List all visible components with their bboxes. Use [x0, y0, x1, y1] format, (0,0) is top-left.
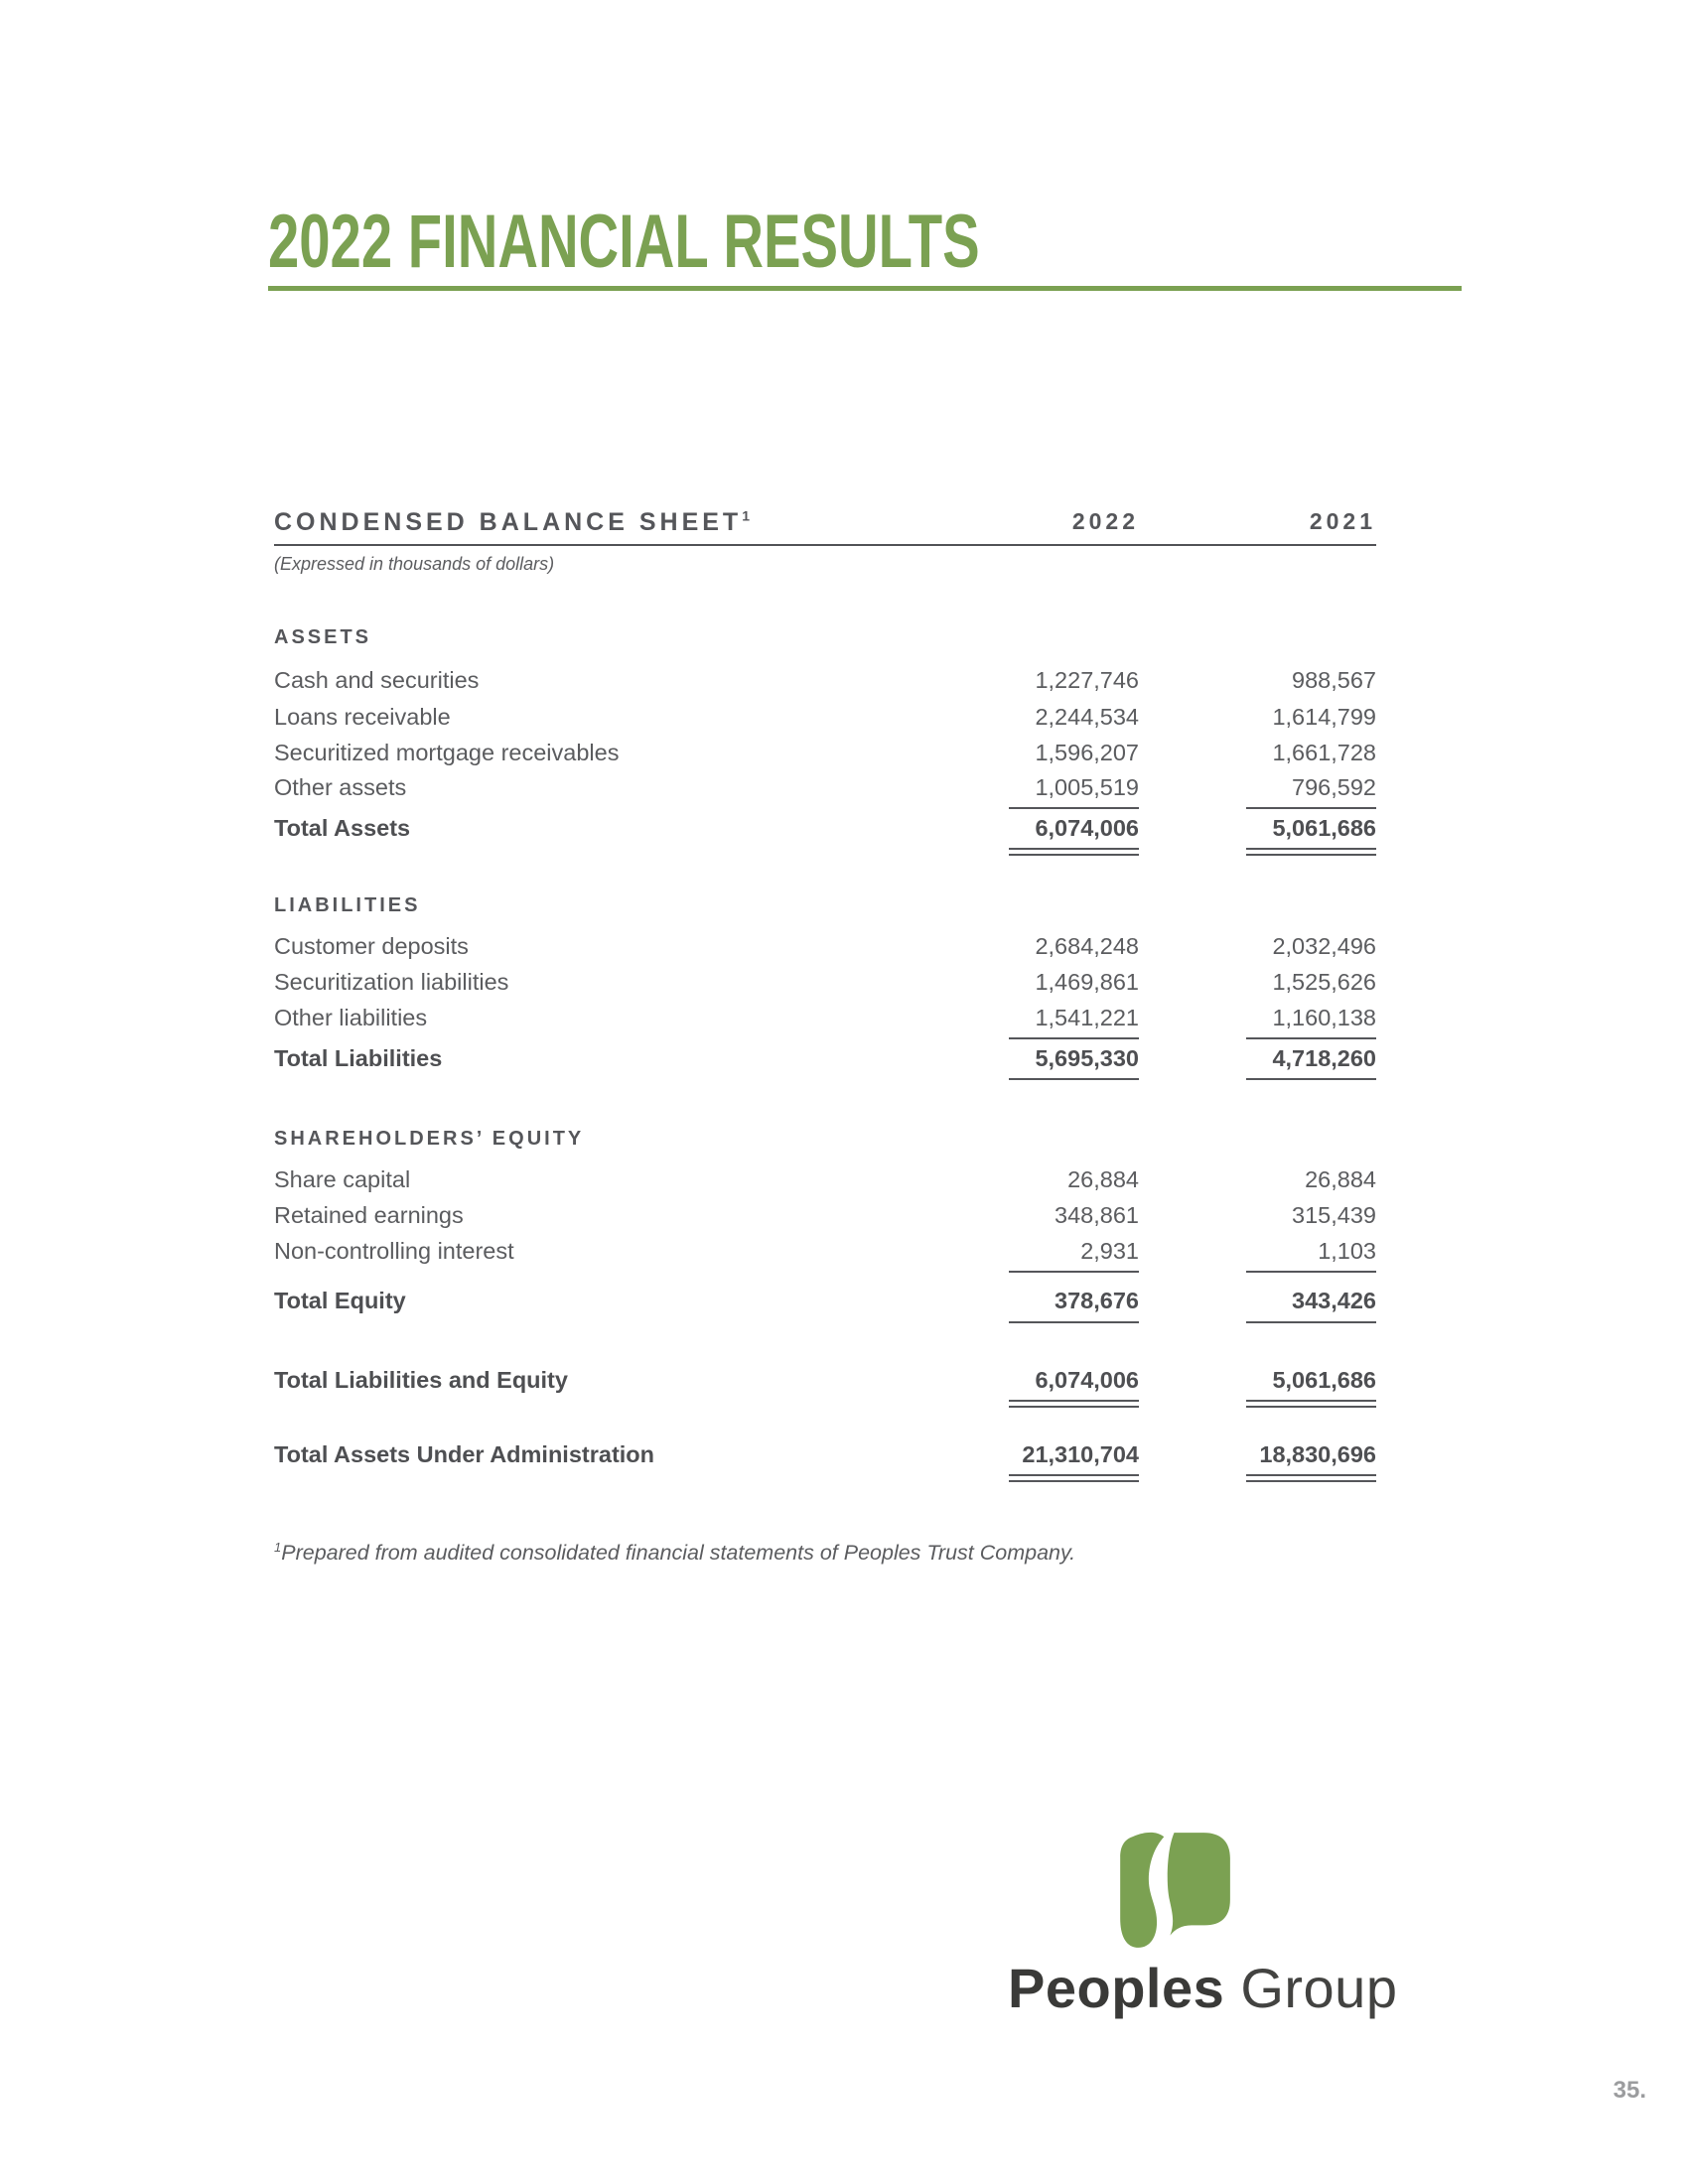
- double-rule: [1246, 848, 1376, 856]
- title-divider: [268, 286, 1462, 291]
- row-label: Loans receivable: [274, 704, 451, 730]
- row-label: Non-controlling interest: [274, 1238, 514, 1264]
- value-2021: 2,032,496: [1272, 933, 1376, 959]
- double-rule: [1246, 1474, 1376, 1482]
- row-label: Securitized mortgage receivables: [274, 740, 620, 765]
- grand-total-value-2022: 6,074,006: [1035, 1367, 1139, 1393]
- row-label: Other assets: [274, 774, 407, 800]
- total-label: Total Liabilities: [274, 1045, 443, 1071]
- double-rule: [1009, 1400, 1139, 1408]
- column-rule: [1246, 1271, 1376, 1273]
- logo-text-group: Group: [1240, 1957, 1398, 2019]
- value-2021: 796,592: [1292, 774, 1376, 800]
- table-row: [274, 774, 1376, 802]
- column-rule: [1246, 1078, 1376, 1080]
- row-label: Securitization liabilities: [274, 969, 509, 995]
- grand-total-row: [274, 1441, 1376, 1469]
- table-title-superscript: 1: [742, 508, 750, 524]
- value-2022: 1,227,746: [1035, 667, 1139, 693]
- value-2021: 1,160,138: [1272, 1005, 1376, 1030]
- total-value-2021: 5,061,686: [1272, 815, 1376, 841]
- column-header-2021: 2021: [1309, 508, 1376, 534]
- row-label: Retained earnings: [274, 1202, 464, 1228]
- row-label: Cash and securities: [274, 667, 480, 693]
- grand-total-value-2022: 21,310,704: [1022, 1441, 1139, 1467]
- row-label: Other liabilities: [274, 1005, 428, 1030]
- table-header-row: [274, 508, 1376, 540]
- table-row: [274, 704, 1376, 732]
- table-row: [274, 933, 1376, 961]
- logo-text-peoples: Peoples: [1008, 1957, 1225, 2019]
- total-value-2022: 5,695,330: [1035, 1045, 1139, 1071]
- value-2022: 2,684,248: [1035, 933, 1139, 959]
- grand-total-value-2021: 18,830,696: [1259, 1441, 1376, 1467]
- total-row: [274, 1045, 1376, 1073]
- value-2022: 26,884: [1067, 1166, 1139, 1192]
- value-2022: 1,596,207: [1035, 740, 1139, 765]
- value-2021: 1,614,799: [1272, 704, 1376, 730]
- value-2021: 315,439: [1292, 1202, 1376, 1228]
- column-header-2022: 2022: [1071, 508, 1139, 534]
- footnote: [274, 1540, 1075, 1566]
- column-rule: [1009, 1078, 1139, 1080]
- column-rule: [1009, 1321, 1139, 1323]
- total-value-2021: 343,426: [1292, 1288, 1376, 1313]
- section-header-equity: SHAREHOLDERS’ EQUITY: [274, 1128, 585, 1150]
- row-label: Customer deposits: [274, 933, 469, 959]
- page-title: [268, 199, 980, 285]
- table-row: [274, 740, 1376, 767]
- total-value-2022: 378,676: [1055, 1288, 1139, 1313]
- units-note: (Expressed in thousands of dollars): [274, 554, 555, 574]
- grand-total-value-2021: 5,061,686: [1272, 1367, 1376, 1393]
- column-rule: [1009, 1271, 1139, 1273]
- total-row: [274, 1288, 1376, 1315]
- section-header-assets: ASSETS: [274, 626, 372, 648]
- table-title-text: CONDENSED BALANCE SHEET: [274, 508, 743, 537]
- total-label: Total Assets: [274, 815, 411, 841]
- double-rule: [1009, 848, 1139, 856]
- value-2021: 1,661,728: [1272, 740, 1376, 765]
- value-2022: 2,931: [1080, 1238, 1139, 1264]
- column-rule: [1246, 1037, 1376, 1039]
- table-title: [274, 508, 750, 536]
- table-row: [274, 1202, 1376, 1230]
- double-rule: [1246, 1400, 1376, 1408]
- logo-wordmark: [1008, 1956, 1398, 2020]
- total-value-2021: 4,718,260: [1272, 1045, 1376, 1071]
- balance-sheet-table: [274, 501, 1376, 1643]
- total-row: [274, 815, 1376, 843]
- total-label: Total Equity: [274, 1288, 406, 1313]
- value-2022: 1,469,861: [1035, 969, 1139, 995]
- value-2021: 1,103: [1318, 1238, 1376, 1264]
- page-number: 35.: [1613, 2077, 1646, 2104]
- column-rule: [1246, 807, 1376, 809]
- grand-total-label: Total Liabilities and Equity: [274, 1367, 568, 1393]
- value-2022: 2,244,534: [1035, 704, 1139, 730]
- grand-total-row: [274, 1367, 1376, 1395]
- table-row: [274, 1166, 1376, 1194]
- grand-total-label: Total Assets Under Administration: [274, 1441, 655, 1467]
- page-title-text: 2022 FINANCIAL RESULTS: [268, 200, 980, 284]
- footnote-superscript: 1: [274, 1540, 282, 1555]
- value-2021: 988,567: [1292, 667, 1376, 693]
- column-rule: [1009, 1037, 1139, 1039]
- value-2021: 1,525,626: [1272, 969, 1376, 995]
- table-row: [274, 667, 1376, 695]
- section-header-liabilities: LIABILITIES: [274, 894, 421, 916]
- peoples-group-logo-icon: [1118, 1829, 1230, 1951]
- row-label: Share capital: [274, 1166, 411, 1192]
- value-2022: 1,005,519: [1035, 774, 1139, 800]
- value-2021: 26,884: [1305, 1166, 1376, 1192]
- table-row: [274, 969, 1376, 997]
- value-2022: 348,861: [1055, 1202, 1139, 1228]
- footnote-text: Prepared from audited consolidated financial statements of Peoples Trust Company.: [281, 1541, 1076, 1566]
- value-2022: 1,541,221: [1035, 1005, 1139, 1030]
- table-row: [274, 1238, 1376, 1266]
- table-header-rule: [274, 544, 1376, 546]
- total-value-2022: 6,074,006: [1035, 815, 1139, 841]
- table-row: [274, 1005, 1376, 1032]
- column-rule: [1246, 1321, 1376, 1323]
- double-rule: [1009, 1474, 1139, 1482]
- column-rule: [1009, 807, 1139, 809]
